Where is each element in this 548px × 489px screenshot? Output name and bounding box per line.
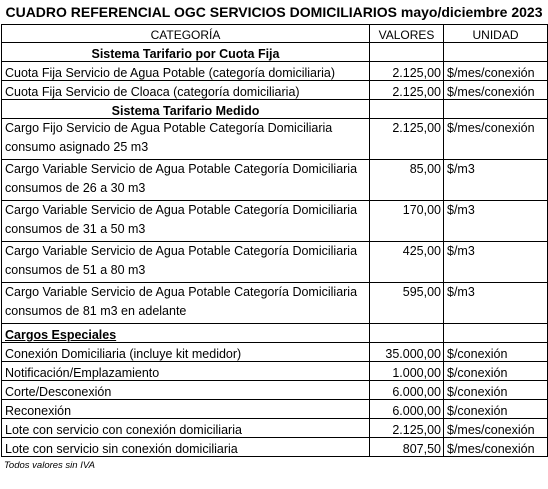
table-row [2, 62, 548, 81]
row-unit[interactable]: $/conexión [444, 362, 548, 381]
row-description[interactable]: Cuota Fija Servicio de Agua Potable (categoría domiciliaria) [2, 62, 370, 81]
table-row [2, 343, 548, 362]
row-value[interactable]: 425,00 [370, 242, 444, 283]
table-row [2, 381, 548, 400]
row-description[interactable]: Cargo Variable Servicio de Agua Potable Categoría Domiciliaria consumos de 51 a 80 m3 [2, 242, 370, 283]
row-description[interactable]: Cargo Variable Servicio de Agua Potable Categoría Domiciliaria consumos de 31 a 50 m3 [2, 201, 370, 242]
row-value[interactable]: 6.000,00 [370, 381, 444, 400]
row-description[interactable]: Reconexión [2, 400, 370, 419]
row-unit[interactable]: $/mes/conexión [444, 81, 548, 100]
row-unit[interactable]: $/mes/conexión [444, 119, 548, 160]
table-row [2, 400, 548, 419]
row-value[interactable]: 35.000,00 [370, 343, 444, 362]
section-row [2, 100, 548, 119]
section-metered-label[interactable]: Sistema Tarifario Medido [2, 100, 370, 119]
row-value[interactable]: 170,00 [370, 201, 444, 242]
row-description[interactable]: Notificación/Emplazamiento [2, 362, 370, 381]
row-value[interactable]: 2.125,00 [370, 419, 444, 438]
row-unit[interactable]: $/mes/conexión [444, 419, 548, 438]
row-description[interactable]: Cuota Fija Servicio de Cloaca (categoría domiciliaria) [2, 81, 370, 100]
row-description[interactable]: Cargo Variable Servicio de Agua Potable Categoría Domiciliaria consumos de 81 m3 en adelante [2, 283, 370, 324]
header-row [2, 25, 548, 43]
row-unit[interactable]: $/mes/conexión [444, 62, 548, 81]
row-value[interactable]: 6.000,00 [370, 400, 444, 419]
table-row [2, 419, 548, 438]
empty-cell[interactable] [370, 324, 444, 343]
empty-cell[interactable] [444, 324, 548, 343]
table-row [2, 438, 548, 457]
table-row [2, 119, 548, 160]
empty-cell[interactable] [444, 43, 548, 62]
row-description[interactable]: Cargo Fijo Servicio de Agua Potable Categoría Domiciliaria consumo asignado 25 m3 [2, 119, 370, 160]
row-description[interactable]: Lote con servicio con conexión domiciliaria [2, 419, 370, 438]
table-row [2, 362, 548, 381]
row-unit[interactable]: $/m3 [444, 242, 548, 283]
row-unit[interactable]: $/m3 [444, 160, 548, 201]
header-unit[interactable]: UNIDAD [444, 25, 548, 43]
row-description[interactable]: Corte/Desconexión [2, 381, 370, 400]
row-unit[interactable]: $/mes/conexión [444, 438, 548, 457]
row-description[interactable]: Lote con servicio sin conexión domiciliaria [2, 438, 370, 457]
tariff-table [1, 24, 548, 457]
row-unit[interactable]: $/conexión [444, 381, 548, 400]
table-row [2, 201, 548, 242]
table-row [2, 283, 548, 324]
row-unit[interactable]: $/m3 [444, 201, 548, 242]
row-value[interactable]: 2.125,00 [370, 119, 444, 160]
table-row [2, 160, 548, 201]
section-row [2, 324, 548, 343]
header-values[interactable]: VALORES [370, 25, 444, 43]
section-fixed-label[interactable]: Sistema Tarifario por Cuota Fija [2, 43, 370, 62]
row-unit[interactable]: $/m3 [444, 283, 548, 324]
table-row [2, 81, 548, 100]
row-unit[interactable]: $/conexión [444, 400, 548, 419]
row-value[interactable]: 807,50 [370, 438, 444, 457]
empty-cell[interactable] [370, 100, 444, 119]
sheet-title: CUADRO REFERENCIAL OGC SERVICIOS DOMICILIARIOS mayo/diciembre 2023 [5, 4, 543, 20]
row-description[interactable]: Cargo Variable Servicio de Agua Potable Categoría Domiciliaria consumos de 26 a 30 m3 [2, 160, 370, 201]
section-special-label[interactable]: Cargos Especiales [2, 324, 370, 343]
table-row [2, 242, 548, 283]
empty-cell[interactable] [370, 43, 444, 62]
row-value[interactable]: 2.125,00 [370, 81, 444, 100]
row-value[interactable]: 595,00 [370, 283, 444, 324]
row-description[interactable]: Conexión Domiciliaria (incluye kit medidor) [2, 343, 370, 362]
empty-cell[interactable] [444, 100, 548, 119]
row-value[interactable]: 2.125,00 [370, 62, 444, 81]
row-value[interactable]: 85,00 [370, 160, 444, 201]
row-value[interactable]: 1.000,00 [370, 362, 444, 381]
footnote: Todos valores sin IVA [4, 460, 96, 471]
header-category[interactable]: CATEGORÍA [2, 25, 370, 43]
row-unit[interactable]: $/conexión [444, 343, 548, 362]
section-row [2, 43, 548, 62]
